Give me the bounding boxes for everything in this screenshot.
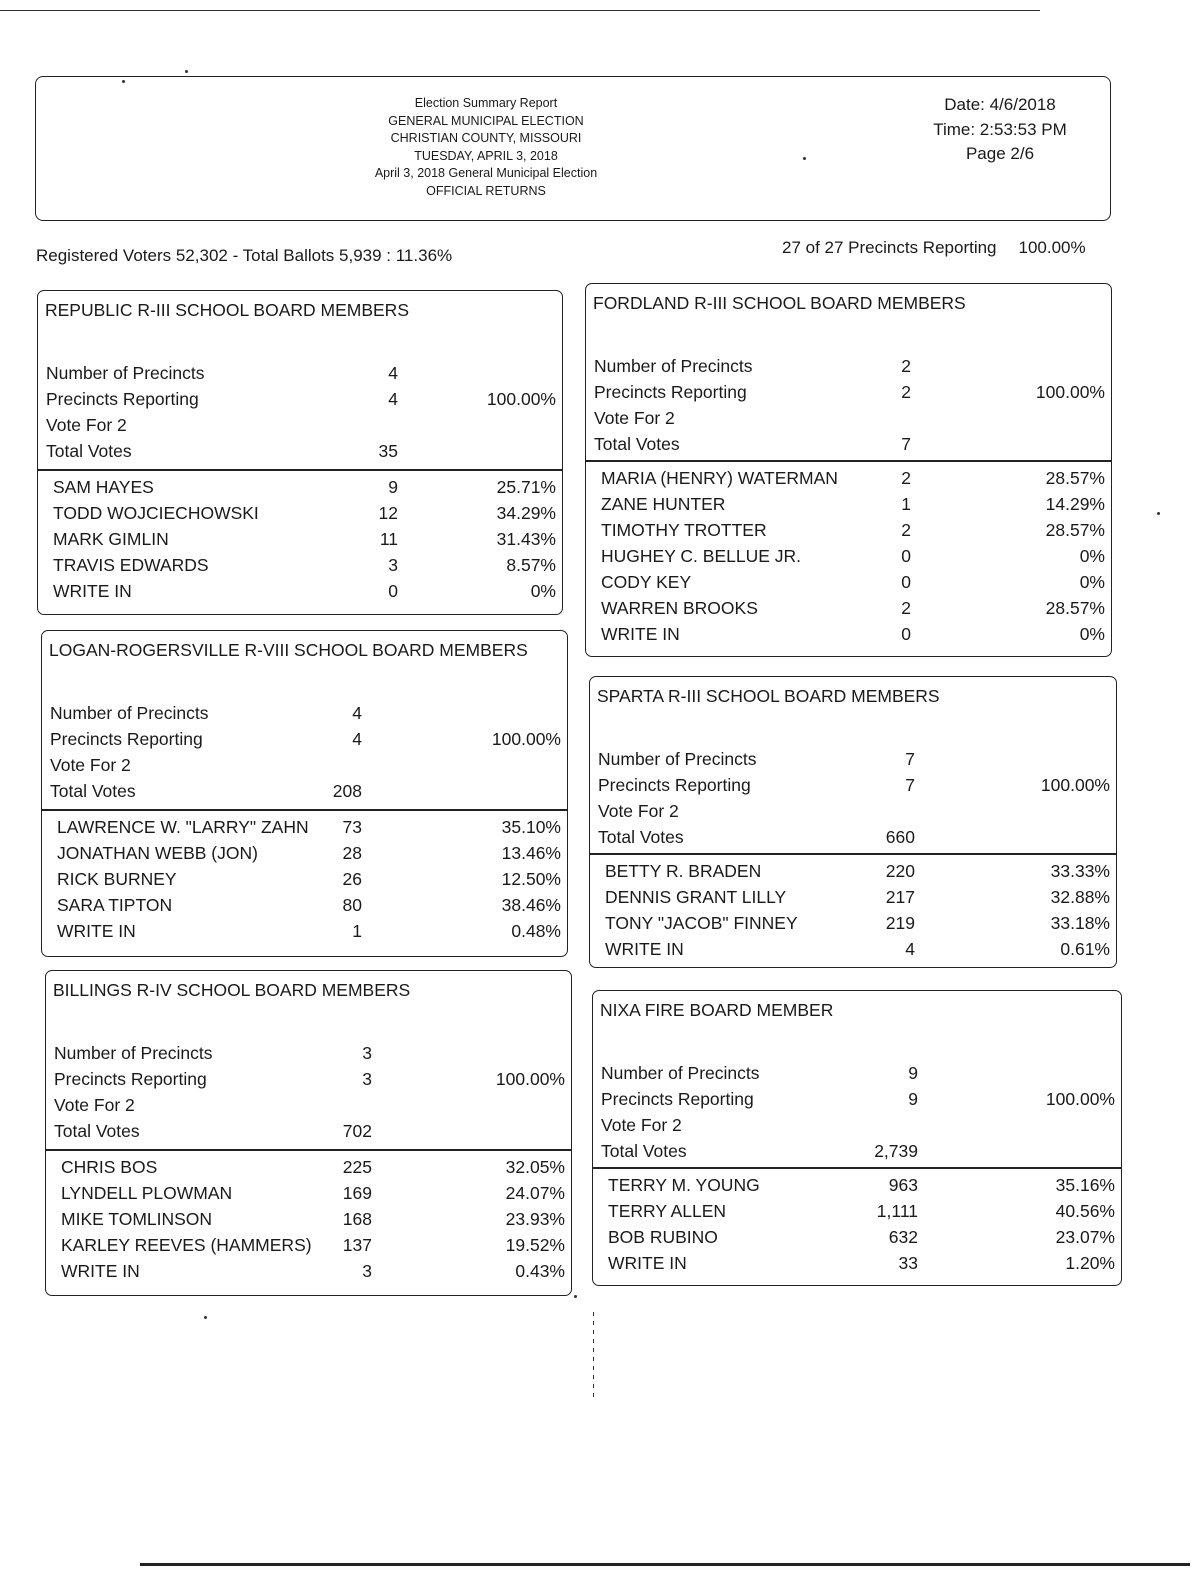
candidate-row bbox=[586, 572, 1111, 598]
vote-for-row bbox=[593, 1115, 1121, 1141]
candidate-name: WRITE IN bbox=[57, 921, 136, 941]
candidate-votes: 3 bbox=[388, 555, 398, 575]
scan-speck bbox=[204, 1316, 207, 1319]
scan-top-rule bbox=[0, 10, 1040, 11]
candidate-votes: 2 bbox=[901, 468, 911, 488]
total-votes-row bbox=[42, 781, 567, 807]
precincts-reporting-pct: 100.00% bbox=[491, 729, 561, 749]
candidate-votes: 169 bbox=[342, 1183, 372, 1203]
candidate-pct: 8.57% bbox=[506, 555, 556, 575]
candidate-row bbox=[46, 1235, 571, 1261]
candidate-votes: 963 bbox=[888, 1175, 918, 1195]
race-divider bbox=[590, 853, 1116, 855]
number-of-precincts-value: 4 bbox=[352, 703, 362, 723]
candidate-pct: 33.33% bbox=[1050, 861, 1110, 881]
candidate-pct: 0.48% bbox=[511, 921, 561, 941]
candidate-name: WRITE IN bbox=[605, 939, 684, 959]
precincts-reporting-label: Precincts Reporting bbox=[601, 1089, 754, 1109]
candidate-row bbox=[586, 494, 1111, 520]
candidate-votes: 1,111 bbox=[876, 1201, 918, 1221]
race-divider bbox=[42, 809, 567, 811]
precincts-reporting-label: Precincts Reporting bbox=[594, 382, 747, 402]
candidate-name: TIMOTHY TROTTER bbox=[601, 520, 767, 540]
total-votes-row bbox=[46, 1121, 571, 1147]
candidate-row bbox=[42, 817, 567, 843]
candidate-votes: 3 bbox=[362, 1261, 372, 1281]
total-votes-row bbox=[38, 441, 562, 467]
candidate-pct: 0% bbox=[1079, 624, 1105, 644]
candidate-name: TERRY M. YOUNG bbox=[608, 1175, 760, 1195]
candidate-pct: 32.05% bbox=[505, 1157, 565, 1177]
number-of-precincts-row bbox=[46, 1043, 571, 1069]
candidate-name: WRITE IN bbox=[608, 1253, 687, 1273]
number-of-precincts-value: 7 bbox=[905, 749, 915, 769]
report-time: Time: 2:53:53 PM bbox=[933, 119, 1067, 139]
precincts-reporting-pct: 100.00% bbox=[1035, 382, 1105, 402]
candidate-pct: 28.57% bbox=[1045, 598, 1105, 618]
scan-artifact bbox=[593, 1312, 594, 1397]
candidate-pct: 0% bbox=[1079, 572, 1105, 592]
precincts-reporting-row bbox=[46, 1069, 571, 1095]
vote-for-label: Vote For 2 bbox=[601, 1115, 682, 1135]
race-box bbox=[585, 283, 1112, 657]
candidate-row bbox=[586, 546, 1111, 572]
candidate-name: WRITE IN bbox=[53, 581, 132, 601]
candidate-row bbox=[593, 1201, 1121, 1227]
race-box bbox=[45, 970, 572, 1296]
candidate-row bbox=[46, 1261, 571, 1287]
candidate-row bbox=[38, 555, 562, 581]
vote-for-label: Vote For 2 bbox=[598, 801, 679, 821]
candidate-votes: 2 bbox=[901, 598, 911, 618]
candidate-name: TERRY ALLEN bbox=[608, 1201, 727, 1221]
precincts-reporting-value: 4 bbox=[352, 729, 362, 749]
precincts-reporting-label: Precincts Reporting bbox=[46, 389, 199, 409]
candidate-row bbox=[46, 1183, 571, 1209]
race-title: LOGAN-ROGERSVILLE R-VIII SCHOOL BOARD MEMBERS bbox=[49, 640, 528, 660]
candidate-row bbox=[42, 895, 567, 921]
candidate-votes: 220 bbox=[885, 861, 915, 881]
candidate-name: WARREN BROOKS bbox=[601, 598, 758, 618]
scan-speck bbox=[803, 157, 806, 160]
candidate-votes: 1 bbox=[901, 494, 911, 514]
candidate-row bbox=[38, 529, 562, 555]
vote-for-row bbox=[38, 415, 562, 441]
candidate-pct: 32.88% bbox=[1050, 887, 1110, 907]
candidate-name: BETTY R. BRADEN bbox=[605, 861, 762, 881]
candidate-pct: 12.50% bbox=[501, 869, 561, 889]
candidate-name: JONATHAN WEBB (JON) bbox=[57, 843, 258, 863]
candidate-votes: 2 bbox=[901, 520, 911, 540]
number-of-precincts-row bbox=[42, 703, 567, 729]
number-of-precincts-label: Number of Precincts bbox=[50, 703, 209, 723]
candidate-pct: 0.61% bbox=[1060, 939, 1110, 959]
vote-for-row bbox=[590, 801, 1116, 827]
page-number: Page 2/6 bbox=[965, 144, 1035, 163]
number-of-precincts-value: 4 bbox=[388, 363, 398, 383]
candidate-name: TODD WOJCIECHOWSKI bbox=[53, 503, 259, 523]
candidate-row bbox=[46, 1157, 571, 1183]
race-title: NIXA FIRE BOARD MEMBER bbox=[600, 1000, 834, 1020]
total-votes-label: Total Votes bbox=[50, 781, 136, 801]
report-title-line: GENERAL MUNICIPAL ELECTION bbox=[388, 113, 584, 128]
total-votes-row bbox=[593, 1141, 1121, 1167]
candidate-votes: 225 bbox=[342, 1157, 372, 1177]
total-votes-value: 660 bbox=[885, 827, 915, 847]
vote-for-label: Vote For 2 bbox=[594, 408, 675, 428]
number-of-precincts-row bbox=[590, 749, 1116, 775]
candidate-votes: 4 bbox=[905, 939, 915, 959]
precincts-reporting-summary bbox=[782, 238, 1086, 258]
total-votes-row bbox=[586, 434, 1111, 460]
number-of-precincts-row bbox=[38, 363, 562, 389]
candidate-pct: 19.52% bbox=[505, 1235, 565, 1255]
total-votes-value: 702 bbox=[342, 1121, 372, 1141]
precincts-reporting-value: 9 bbox=[908, 1089, 918, 1109]
precincts-reporting-label: Precincts Reporting bbox=[598, 775, 751, 795]
race-divider bbox=[46, 1149, 571, 1151]
candidate-pct: 35.10% bbox=[501, 817, 561, 837]
candidate-row bbox=[593, 1227, 1121, 1253]
candidate-name: MARIA (HENRY) WATERMAN bbox=[601, 468, 838, 488]
number-of-precincts-label: Number of Precincts bbox=[601, 1063, 760, 1083]
vote-for-row bbox=[586, 408, 1111, 434]
candidate-votes: 11 bbox=[379, 529, 398, 549]
candidate-row bbox=[586, 520, 1111, 546]
report-date: Date: 4/6/2018 bbox=[944, 95, 1056, 114]
candidate-pct: 0% bbox=[530, 581, 556, 601]
candidate-row bbox=[590, 861, 1116, 887]
vote-for-row bbox=[46, 1095, 571, 1121]
candidate-name: TRAVIS EDWARDS bbox=[53, 555, 209, 575]
report-title-line: OFFICIAL RETURNS bbox=[426, 183, 546, 198]
candidate-name: MARK GIMLIN bbox=[53, 529, 169, 549]
candidate-votes: 0 bbox=[901, 624, 911, 644]
number-of-precincts-label: Number of Precincts bbox=[598, 749, 757, 769]
vote-for-row bbox=[42, 755, 567, 781]
candidate-votes: 632 bbox=[888, 1227, 918, 1247]
number-of-precincts-label: Number of Precincts bbox=[54, 1043, 213, 1063]
candidate-name: CHRIS BOS bbox=[61, 1157, 158, 1177]
race-title: BILLINGS R-IV SCHOOL BOARD MEMBERS bbox=[53, 980, 411, 1000]
report-title-line: CHRISTIAN COUNTY, MISSOURI bbox=[390, 131, 582, 145]
candidate-name: SARA TIPTON bbox=[57, 895, 173, 915]
race-divider bbox=[593, 1167, 1121, 1169]
total-votes-label: Total Votes bbox=[46, 441, 132, 461]
candidate-row bbox=[590, 887, 1116, 913]
candidate-votes: 80 bbox=[342, 895, 362, 915]
total-votes-label: Total Votes bbox=[54, 1121, 140, 1141]
number-of-precincts-value: 2 bbox=[901, 356, 911, 376]
candidate-pct: 0% bbox=[1079, 546, 1105, 566]
precincts-reporting-label: Precincts Reporting bbox=[50, 729, 203, 749]
candidate-votes: 137 bbox=[342, 1235, 372, 1255]
candidate-pct: 25.71% bbox=[496, 477, 556, 497]
number-of-precincts-label: Number of Precincts bbox=[594, 356, 753, 376]
candidate-votes: 168 bbox=[342, 1209, 372, 1229]
total-votes-value: 208 bbox=[332, 781, 362, 801]
candidate-row bbox=[586, 624, 1111, 650]
report-title-line: Election Summary Report bbox=[414, 96, 558, 110]
candidate-pct: 28.57% bbox=[1045, 520, 1105, 540]
candidate-row bbox=[586, 468, 1111, 494]
number-of-precincts-row bbox=[593, 1063, 1121, 1089]
scan-speck bbox=[574, 1295, 577, 1298]
registered-voters-summary: Registered Voters 52,302 - Total Ballots 5,939 : 11.36% bbox=[36, 246, 453, 265]
candidate-row bbox=[38, 503, 562, 529]
candidate-row bbox=[593, 1253, 1121, 1279]
total-votes-label: Total Votes bbox=[598, 827, 684, 847]
total-votes-value: 2,739 bbox=[874, 1141, 918, 1161]
candidate-name: WRITE IN bbox=[601, 624, 680, 644]
scan-speck bbox=[1157, 512, 1160, 515]
race-box bbox=[41, 630, 568, 957]
candidate-row bbox=[38, 477, 562, 503]
race-title: REPUBLIC R-III SCHOOL BOARD MEMBERS bbox=[45, 300, 409, 320]
precincts-reporting-row bbox=[38, 389, 562, 415]
vote-for-label: Vote For 2 bbox=[50, 755, 131, 775]
vote-for-label: Vote For 2 bbox=[54, 1095, 135, 1115]
total-votes-label: Total Votes bbox=[594, 434, 680, 454]
candidate-row bbox=[42, 869, 567, 895]
candidate-votes: 217 bbox=[885, 887, 915, 907]
number-of-precincts-label: Number of Precincts bbox=[46, 363, 205, 383]
precincts-reporting-pct: 100.00% bbox=[1018, 238, 1086, 257]
candidate-pct: 40.56% bbox=[1055, 1201, 1115, 1221]
race-title: SPARTA R-III SCHOOL BOARD MEMBERS bbox=[597, 686, 940, 706]
candidate-votes: 0 bbox=[901, 572, 911, 592]
total-votes-value: 7 bbox=[901, 434, 911, 454]
race-box bbox=[37, 290, 563, 615]
race-box bbox=[592, 990, 1122, 1286]
candidate-row bbox=[590, 939, 1116, 965]
precincts-reporting-pct: 100.00% bbox=[1040, 775, 1110, 795]
candidate-pct: 28.57% bbox=[1045, 468, 1105, 488]
candidate-name: TONY "JACOB" FINNEY bbox=[605, 913, 798, 933]
candidate-row bbox=[46, 1209, 571, 1235]
candidate-pct: 33.18% bbox=[1050, 913, 1110, 933]
candidate-pct: 0.43% bbox=[515, 1261, 565, 1281]
candidate-name: WRITE IN bbox=[61, 1261, 140, 1281]
candidate-name: DENNIS GRANT LILLY bbox=[605, 887, 787, 907]
candidate-name: LYNDELL PLOWMAN bbox=[61, 1183, 233, 1203]
precincts-reporting-value: 3 bbox=[362, 1069, 372, 1089]
candidate-votes: 28 bbox=[342, 843, 362, 863]
candidate-name: BOB RUBINO bbox=[608, 1227, 718, 1247]
candidate-name: MIKE TOMLINSON bbox=[61, 1209, 213, 1229]
candidate-row bbox=[42, 921, 567, 947]
candidate-row bbox=[42, 843, 567, 869]
precincts-reporting-row bbox=[590, 775, 1116, 801]
race-box bbox=[589, 676, 1117, 968]
candidate-row bbox=[593, 1175, 1121, 1201]
candidate-row bbox=[38, 581, 562, 607]
precincts-reporting-label: Precincts Reporting bbox=[54, 1069, 207, 1089]
candidate-pct: 23.07% bbox=[1055, 1227, 1115, 1247]
report-title-line: April 3, 2018 General Municipal Election bbox=[374, 166, 598, 180]
report-meta bbox=[900, 93, 1100, 167]
precincts-reporting-pct: 100.00% bbox=[1045, 1089, 1115, 1109]
candidate-name: HUGHEY C. BELLUE JR. bbox=[601, 546, 802, 566]
candidate-name: KARLEY REEVES (HAMMERS) bbox=[61, 1235, 312, 1255]
race-divider bbox=[586, 460, 1111, 462]
candidate-pct: 38.46% bbox=[501, 895, 561, 915]
candidate-votes: 219 bbox=[885, 913, 915, 933]
candidate-name: RICK BURNEY bbox=[57, 869, 177, 889]
candidate-votes: 0 bbox=[901, 546, 911, 566]
candidate-pct: 1.20% bbox=[1065, 1253, 1115, 1273]
candidate-pct: 23.93% bbox=[505, 1209, 565, 1229]
precincts-reporting-text: 27 of 27 Precincts Reporting bbox=[782, 238, 997, 257]
candidate-row bbox=[586, 598, 1111, 624]
candidate-votes: 9 bbox=[388, 477, 398, 497]
candidate-votes: 73 bbox=[342, 817, 362, 837]
report-title-block bbox=[336, 95, 636, 200]
precincts-reporting-row bbox=[42, 729, 567, 755]
race-title: FORDLAND R-III SCHOOL BOARD MEMBERS bbox=[593, 293, 966, 313]
candidate-pct: 24.07% bbox=[505, 1183, 565, 1203]
candidate-votes: 0 bbox=[388, 581, 398, 601]
candidate-name: SAM HAYES bbox=[53, 477, 154, 497]
candidate-votes: 33 bbox=[898, 1253, 918, 1273]
number-of-precincts-row bbox=[586, 356, 1111, 382]
scan-bottom-rule bbox=[140, 1563, 1190, 1566]
candidate-pct: 34.29% bbox=[496, 503, 556, 523]
precincts-reporting-row bbox=[593, 1089, 1121, 1115]
report-title-line: TUESDAY, APRIL 3, 2018 bbox=[414, 148, 558, 163]
candidate-name: CODY KEY bbox=[601, 572, 692, 592]
precincts-reporting-row bbox=[586, 382, 1111, 408]
precincts-reporting-pct: 100.00% bbox=[486, 389, 556, 409]
total-votes-row bbox=[590, 827, 1116, 853]
precincts-reporting-value: 7 bbox=[905, 775, 915, 795]
precincts-reporting-value: 2 bbox=[901, 382, 911, 402]
total-votes-label: Total Votes bbox=[601, 1141, 687, 1161]
candidate-pct: 13.46% bbox=[501, 843, 561, 863]
candidate-votes: 12 bbox=[378, 503, 398, 523]
race-divider bbox=[38, 469, 562, 471]
total-votes-value: 35 bbox=[378, 441, 398, 461]
candidate-votes: 26 bbox=[342, 869, 362, 889]
number-of-precincts-value: 9 bbox=[908, 1063, 918, 1083]
candidate-row bbox=[590, 913, 1116, 939]
scan-speck bbox=[185, 70, 188, 73]
precincts-reporting-value: 4 bbox=[388, 389, 398, 409]
number-of-precincts-value: 3 bbox=[362, 1043, 372, 1063]
vote-for-label: Vote For 2 bbox=[46, 415, 127, 435]
candidate-name: ZANE HUNTER bbox=[601, 494, 726, 514]
candidate-votes: 1 bbox=[352, 921, 362, 941]
candidate-name: LAWRENCE W. "LARRY" ZAHN bbox=[57, 817, 309, 837]
candidate-pct: 31.43% bbox=[496, 529, 556, 549]
report-header bbox=[35, 76, 1111, 221]
candidate-pct: 35.16% bbox=[1055, 1175, 1115, 1195]
precincts-reporting-pct: 100.00% bbox=[495, 1069, 565, 1089]
candidate-pct: 14.29% bbox=[1045, 494, 1105, 514]
